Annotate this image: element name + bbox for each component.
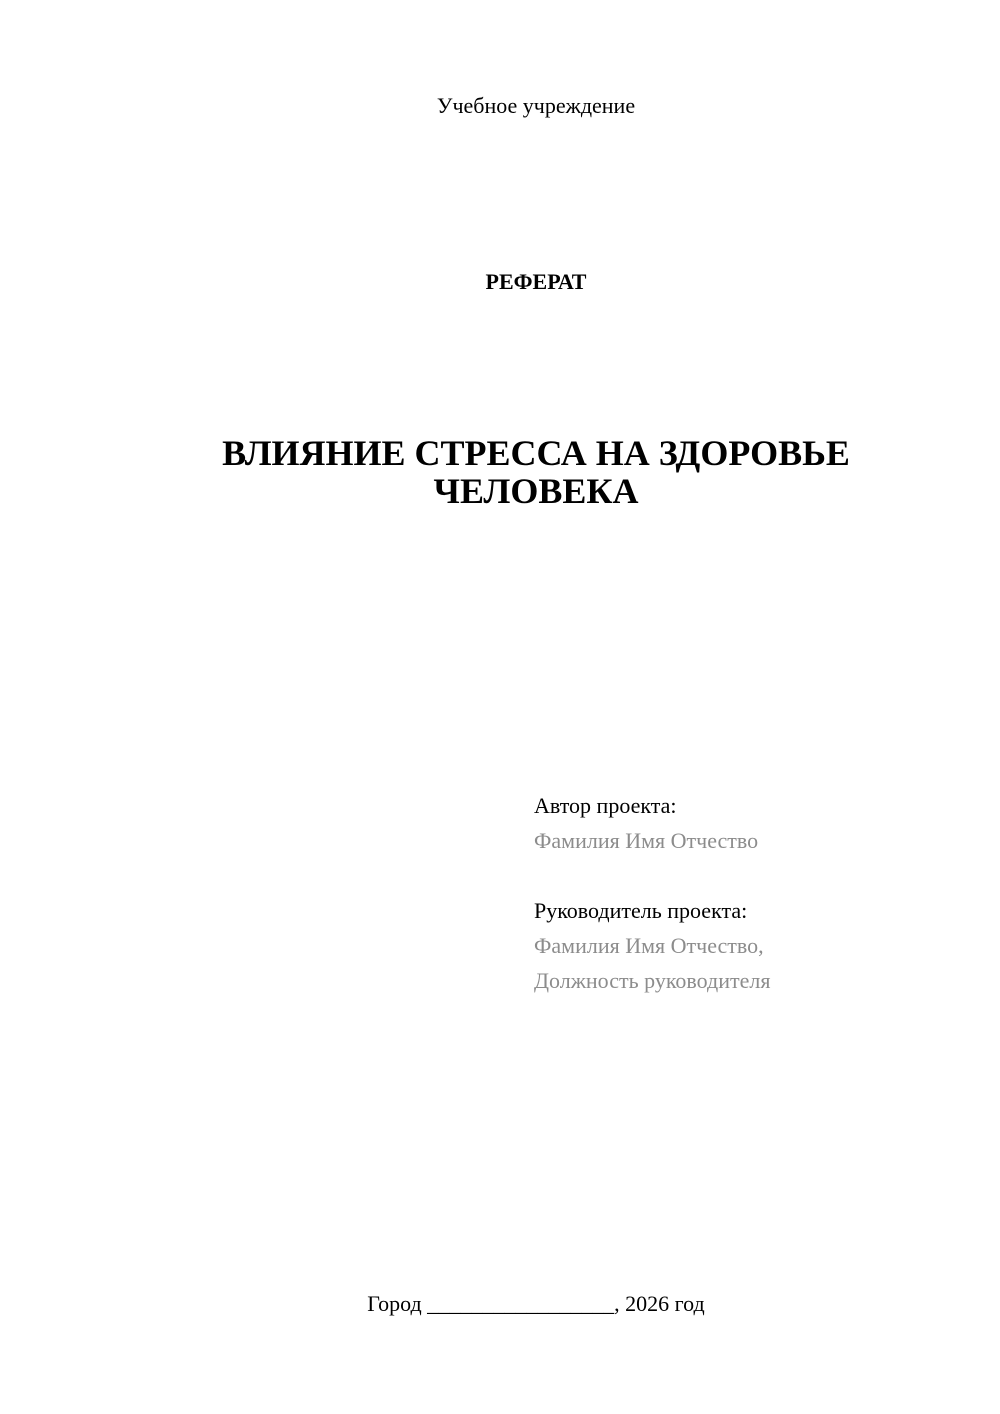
author-label: Автор проекта: bbox=[534, 793, 677, 818]
document-title-line-2: ЧЕЛОВЕКА bbox=[433, 471, 639, 511]
supervisor-position: Должность руководителя bbox=[534, 968, 771, 993]
supervisor-label: Руководитель проекта: bbox=[534, 898, 748, 923]
author-name: Фамилия Имя Отчество bbox=[534, 828, 759, 853]
document-title bbox=[0, 434, 1000, 510]
document-title-line-1: ВЛИЯНИЕ СТРЕССА НА ЗДОРОВЬЕ bbox=[222, 433, 850, 473]
city-year-line: Город _________________, 2026 год bbox=[367, 1291, 705, 1316]
document-type: РЕФЕРАТ bbox=[485, 269, 587, 294]
institution-name: Учебное учреждение bbox=[436, 93, 636, 118]
spacer bbox=[534, 858, 974, 893]
supervisor-name: Фамилия Имя Отчество, bbox=[534, 933, 764, 958]
project-info-block bbox=[534, 788, 974, 998]
